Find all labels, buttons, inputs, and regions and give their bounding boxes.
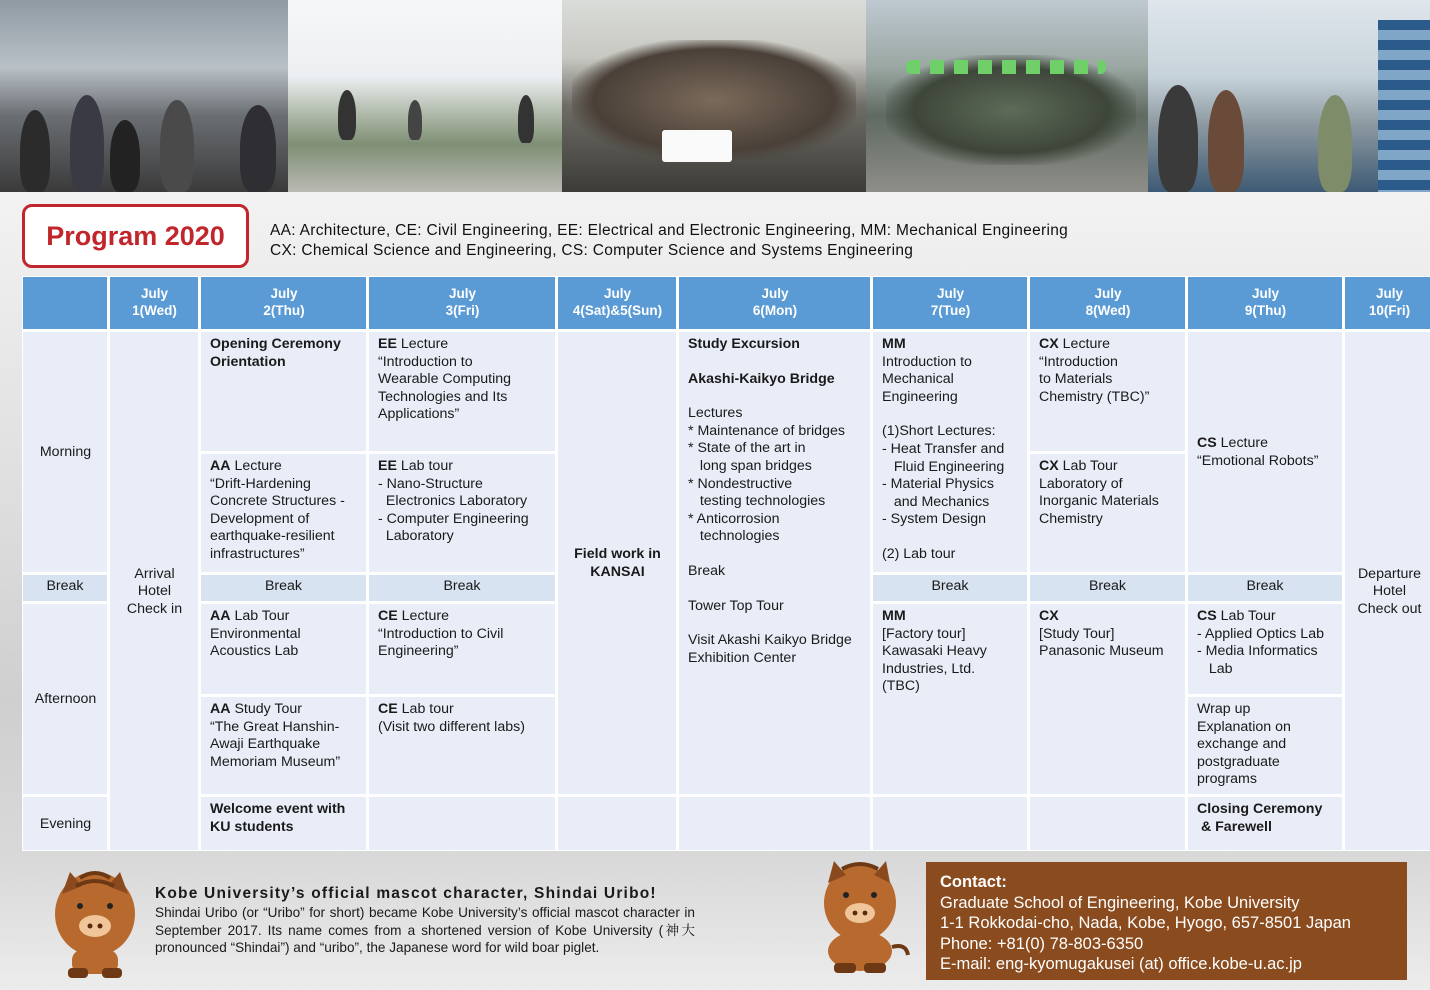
day9-closing-ceremony: Closing Ceremony & Farewell (1188, 797, 1342, 850)
day3-ce-lecture (369, 604, 555, 694)
dept-code: CX (1039, 336, 1059, 352)
legend (270, 221, 1068, 261)
contact-phone: Phone: +81(0) 78-803-6350 (940, 934, 1144, 953)
activity-text: “Introduction to Civil Engineering” (378, 625, 504, 660)
activity-text: - Nano-Structure Electronics Laboratory - Computer Engineering Laboratory (378, 475, 529, 545)
excursion-break: Break (688, 562, 726, 579)
activity-text: Environmental Acoustics Lab (210, 625, 301, 660)
day9-break: Break (1188, 575, 1342, 601)
contact-box (926, 862, 1407, 980)
activity-kind: Lab tour (397, 701, 454, 717)
excursion-lectures: Lectures * Maintenance of bridges * State of the art in long span bridges * Nondestructive testing technologies * Anticorrosion technologies (688, 405, 845, 545)
mascot-title: Kobe University’s official mascot character, Shindai Uribo! (155, 885, 657, 902)
day2-aa-study-tour (201, 697, 366, 794)
activity-text: (Visit two different labs) (378, 718, 525, 735)
mascot-uribo-sitting-icon (814, 855, 912, 975)
day9-cs-lab-tour (1188, 604, 1342, 694)
day-header: July 4(Sat)&5(Sun) (558, 277, 676, 329)
activity-text: - Applied Optics Lab - Media Informatics Lab (1197, 625, 1324, 677)
day2-welcome-event: Welcome event with KU students (201, 797, 366, 850)
day10-departure: Departure Hotel Check out (1345, 332, 1430, 850)
activity-text: “Introduction to Wearable Computing Technologies and Its Applications” (378, 353, 512, 423)
day-header: July 10(Fri) (1345, 277, 1430, 329)
day2-aa-lecture (201, 454, 366, 572)
dept-code: CE (378, 701, 398, 717)
day1-arrival: Arrival Hotel Check in (110, 332, 198, 850)
day3-ee-lecture (369, 332, 555, 451)
day9-wrap-up: Wrap up Explanation on exchange and postgraduate programs (1188, 697, 1342, 794)
dept-code: MM (882, 336, 906, 352)
day45-field-work: Field work in KANSAI (558, 332, 676, 794)
day7-evening-empty (873, 797, 1027, 850)
day8-cx-study-tour (1030, 604, 1185, 794)
activity-kind: Lab Tour (1216, 608, 1276, 624)
corner-cell (23, 277, 107, 329)
day2-break: Break (201, 575, 366, 601)
day-header: July 1(Wed) (110, 277, 198, 329)
day2-opening-ceremony: Opening Ceremony Orientation (201, 332, 366, 451)
activity-kind: Lecture (1058, 336, 1110, 352)
photo-lab-tour (1148, 0, 1430, 192)
mascot-description: Shindai Uribo (or “Uribo” for short) became Kobe University’s official mascot character in September 2017. Its name comes from a shortened version of Kobe University (神大 pronounced “Shindai”) and “uribo”, the Japanese word for wild boar piglet. (155, 905, 695, 955)
activity-text: Laboratory of Inorganic Materials Chemistry (1039, 475, 1159, 527)
dept-code: CS (1197, 608, 1217, 624)
dept-code: EE (378, 458, 397, 474)
activity-lab-tour: (2) Lab tour (882, 545, 956, 562)
excursion-tower-tour: Tower Top Tour (688, 597, 784, 614)
activity-text: “Emotional Robots” (1197, 453, 1319, 469)
dept-code: CE (378, 608, 398, 624)
day7-mm-morning (873, 332, 1027, 572)
contact-address: 1-1 Rokkodai-cho, Nada, Kobe, Hyogo, 657-8501 Japan (940, 914, 1351, 932)
activity-kind: Lecture (396, 336, 449, 352)
activity-text: Introduction to Mechanical Engineering (882, 353, 972, 405)
day-header: July 2(Thu) (201, 277, 366, 329)
program-title: Program 2020 (46, 220, 225, 251)
contact-email: E-mail: eng-kyomugakusei (at) office.kobe-u.ac.jp (940, 955, 1302, 973)
period-evening: Evening (23, 797, 107, 850)
mascot-uribo-icon (50, 864, 140, 980)
day3-ee-lab-tour (369, 454, 555, 572)
dept-code: AA (210, 608, 231, 624)
day7-mm-factory-tour (873, 604, 1027, 794)
activity-kind: Lecture (397, 608, 449, 624)
activity-kind: Lecture (230, 458, 282, 474)
activity-text: “The Great Hanshin- Awaji Earthquake Memoriam Museum” (210, 718, 341, 770)
day3-break: Break (369, 575, 555, 601)
schedule-table (22, 276, 1430, 851)
day-header: July 8(Wed) (1030, 277, 1185, 329)
photo-group-certificates (562, 0, 866, 192)
program-title-box (22, 204, 249, 268)
activity-kind: Lecture (1216, 435, 1268, 452)
activity-kind: Lab Tour (1058, 458, 1118, 474)
excursion-place: Akashi-Kaikyo Bridge (688, 370, 835, 387)
dept-code: CS (1197, 435, 1217, 452)
day3-evening-empty (369, 797, 555, 850)
day45-evening-empty (558, 797, 676, 850)
period-afternoon: Afternoon (23, 604, 107, 794)
legend-line-2: CX: Chemical Science and Engineering, CS: Computer Science and Systems Engineering (270, 242, 914, 259)
dept-code: CX (1039, 608, 1059, 624)
day8-cx-lab-tour (1030, 454, 1185, 572)
day8-break: Break (1030, 575, 1185, 601)
activity-text: “Introduction to Materials Chemistry (TBC)” (1039, 353, 1150, 405)
photo-strip (0, 0, 1430, 192)
day6-evening-empty (679, 797, 870, 850)
contact-school: Graduate School of Engineering, Kobe University (940, 893, 1300, 912)
activity-text: [Study Tour] Panasonic Museum (1039, 625, 1164, 660)
day7-break: Break (873, 575, 1027, 601)
day8-cx-lecture (1030, 332, 1185, 451)
day-header: July 7(Tue) (873, 277, 1027, 329)
activity-kind: Lab tour (396, 458, 453, 474)
day-header: July 6(Mon) (679, 277, 870, 329)
day3-ce-lab-tour (369, 697, 555, 794)
day6-study-excursion (679, 332, 870, 794)
day2-aa-lab-tour (201, 604, 366, 694)
photo-factory-visit (0, 0, 288, 192)
activity-kind: Study Tour (230, 701, 303, 717)
dept-code: CX (1039, 458, 1059, 474)
activity-kind: Lab Tour (230, 608, 290, 624)
activity-text: [Factory tour] Kawasaki Heavy Industries, Ltd. (TBC) (882, 625, 987, 695)
day-header: July 3(Fri) (369, 277, 555, 329)
activity-text: “Drift-Hardening Concrete Structures - Development of earthquake-resilient infrastructures” (210, 475, 345, 562)
photo-tower-top-group (866, 0, 1148, 192)
day8-evening-empty (1030, 797, 1185, 850)
dept-code: AA (210, 458, 231, 474)
day-header: July 9(Thu) (1188, 277, 1342, 329)
dept-code: MM (882, 608, 906, 624)
period-break: Break (23, 575, 107, 601)
legend-line-1: AA: Architecture, CE: Civil Engineering, EE: Electrical and Electronic Engineering, MM: Mechanical Engineering (270, 222, 1069, 239)
contact-title: Contact: (940, 873, 1007, 891)
dept-code: EE (378, 336, 397, 352)
period-morning: Morning (23, 332, 107, 572)
day9-cs-lecture (1188, 332, 1342, 572)
dept-code: AA (210, 701, 231, 717)
activity-lectures: (1)Short Lectures: - Heat Transfer and Fluid Engineering - Material Physics and Mechanics - System Design (882, 423, 1005, 528)
photo-rooftop-terrace (288, 0, 562, 192)
excursion-visit: Visit Akashi Kaikyo Bridge Exhibition Center (688, 632, 852, 666)
excursion-title: Study Excursion (688, 336, 800, 352)
